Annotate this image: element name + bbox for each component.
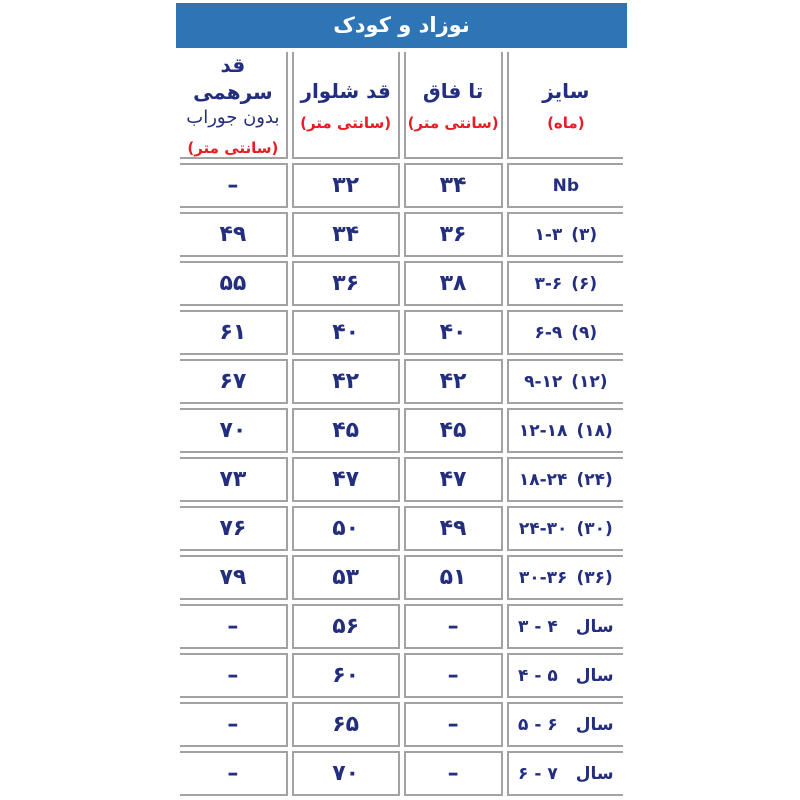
cell-size: ۵ - ۶ سال [507, 702, 623, 747]
cell-size: ۱۸-۲۴ (۲۴) [507, 457, 623, 502]
table-title: نوزاد و کودک [333, 13, 470, 37]
cell-pants: ۵۳ [292, 555, 400, 600]
cell-size: ۳ - ۴ سال [507, 604, 623, 649]
table-title-bar [176, 3, 627, 48]
cell-size: ۱۲-۱۸ (۱۸) [507, 408, 623, 453]
header-size [507, 52, 623, 159]
cell-crotch: ۳۶ [404, 212, 503, 257]
table-row [180, 163, 623, 208]
cell-jumpsuit: – [180, 653, 288, 698]
cell-crotch: – [404, 702, 503, 747]
cell-pants: ۴۰ [292, 310, 400, 355]
cell-jumpsuit: – [180, 163, 288, 208]
cell-crotch: ۴۵ [404, 408, 503, 453]
cell-size: ۶ - ۷ سال [507, 751, 623, 796]
cell-jumpsuit: ۷۳ [180, 457, 288, 502]
cell-crotch: ۴۷ [404, 457, 503, 502]
cell-crotch: – [404, 751, 503, 796]
cell-jumpsuit: ۵۵ [180, 261, 288, 306]
cell-crotch: – [404, 653, 503, 698]
header-jumpsuit-line2: بدون جوراب [186, 107, 280, 128]
cell-pants: ۴۷ [292, 457, 400, 502]
header-jumpsuit-length [180, 52, 288, 159]
table-row [180, 506, 623, 551]
cell-jumpsuit: ۶۷ [180, 359, 288, 404]
table-row [180, 359, 623, 404]
cell-pants: ۶۵ [292, 702, 400, 747]
header-crotch [404, 52, 503, 159]
cell-pants: ۵۰ [292, 506, 400, 551]
header-jumpsuit-unit: (سانتی متر) [187, 139, 279, 158]
cell-size: ۳۰-۳۶ (۳۶) [507, 555, 623, 600]
header-pants-line1: قد شلوار [300, 78, 391, 103]
cell-size: ۱-۳ (۳) [507, 212, 623, 257]
table-row [180, 408, 623, 453]
table-row [180, 212, 623, 257]
table-row [180, 555, 623, 600]
cell-size: ۹-۱۲ (۱۲) [507, 359, 623, 404]
table-row [180, 261, 623, 306]
cell-size: ۲۴-۳۰ (۳۰) [507, 506, 623, 551]
cell-pants: ۳۴ [292, 212, 400, 257]
header-row [180, 52, 623, 159]
table-row [180, 653, 623, 698]
cell-crotch: ۴۹ [404, 506, 503, 551]
cell-jumpsuit: – [180, 604, 288, 649]
header-crotch-unit: (سانتی متر) [407, 113, 499, 132]
cell-jumpsuit: – [180, 751, 288, 796]
header-pants-unit: (سانتی متر) [300, 113, 392, 132]
cell-jumpsuit: – [180, 702, 288, 747]
header-crotch-line1: تا فاق [422, 78, 484, 103]
cell-pants: ۷۰ [292, 751, 400, 796]
cell-crotch: ۴۰ [404, 310, 503, 355]
cell-crotch: ۴۲ [404, 359, 503, 404]
cell-size: ۴ - ۵ سال [507, 653, 623, 698]
cell-crotch: ۳۴ [404, 163, 503, 208]
cell-pants: ۴۲ [292, 359, 400, 404]
cell-jumpsuit: ۶۱ [180, 310, 288, 355]
table-row [180, 702, 623, 747]
cell-pants: ۴۵ [292, 408, 400, 453]
table-row [180, 604, 623, 649]
cell-pants: ۳۶ [292, 261, 400, 306]
cell-jumpsuit: ۷۶ [180, 506, 288, 551]
header-size-line1: سایز [542, 78, 590, 103]
header-pants-length [292, 52, 400, 159]
cell-crotch: ۳۸ [404, 261, 503, 306]
header-jumpsuit-line1: قد سرهمی [193, 53, 273, 104]
table-row [180, 457, 623, 502]
cell-size: ۳-۶ (۶) [507, 261, 623, 306]
cell-pants: ۳۲ [292, 163, 400, 208]
cell-jumpsuit: ۷۹ [180, 555, 288, 600]
cell-crotch: ۵۱ [404, 555, 503, 600]
cell-jumpsuit: ۷۰ [180, 408, 288, 453]
cell-crotch: – [404, 604, 503, 649]
cell-size: Nb [507, 163, 623, 208]
size-chart-table [176, 48, 627, 800]
table-row [180, 310, 623, 355]
cell-pants: ۶۰ [292, 653, 400, 698]
cell-pants: ۵۶ [292, 604, 400, 649]
header-size-unit: (ماه) [547, 113, 585, 132]
size-chart-table-container [176, 3, 627, 800]
cell-size: ۶-۹ (۹) [507, 310, 623, 355]
cell-jumpsuit: ۴۹ [180, 212, 288, 257]
table-row [180, 751, 623, 796]
